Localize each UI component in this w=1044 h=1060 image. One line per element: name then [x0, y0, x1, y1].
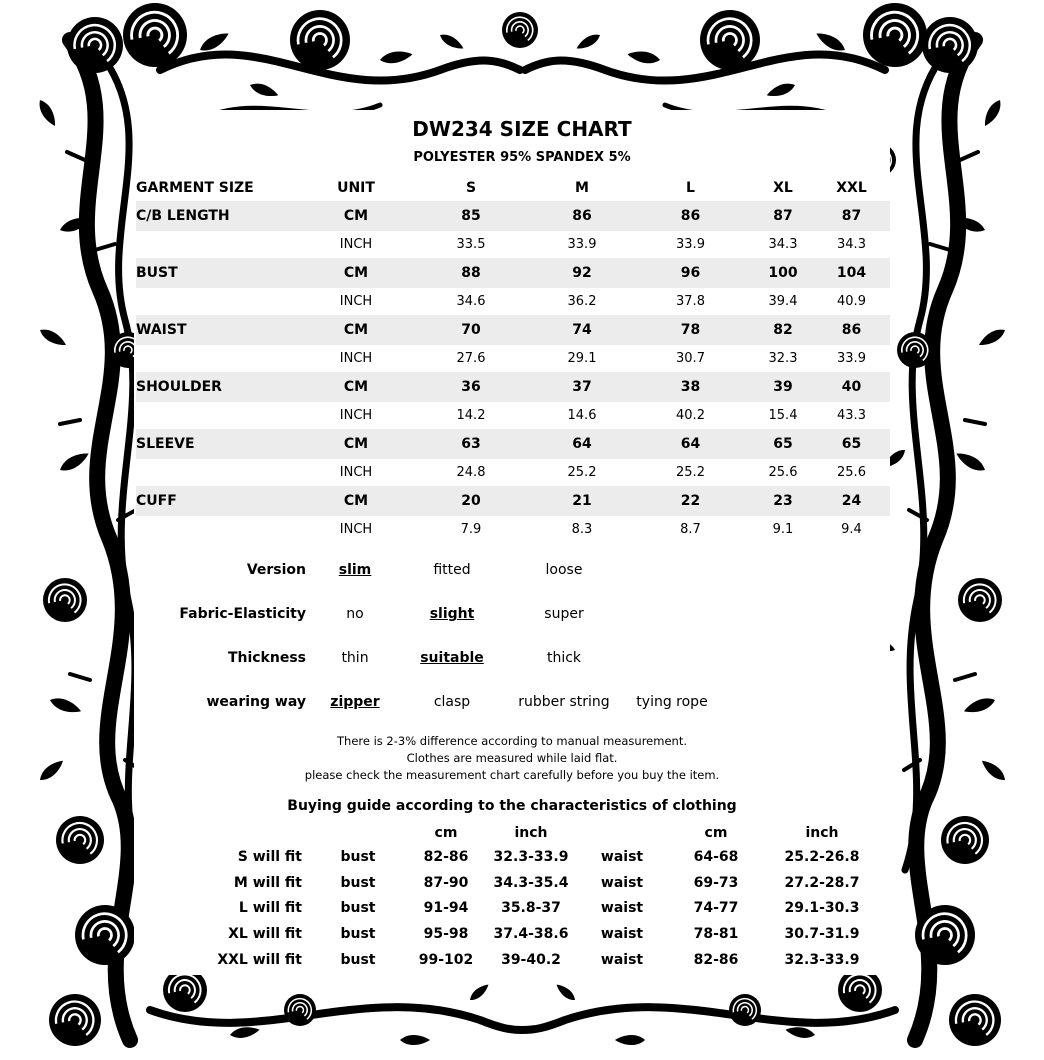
value-cell: 7.9	[460, 522, 482, 537]
rose-icon	[915, 905, 975, 965]
measurement-row-inch	[136, 288, 890, 315]
value-cell: 100	[753, 258, 813, 288]
bust-label: bust	[340, 874, 376, 891]
attribute-option-selected: suitable	[420, 650, 484, 666]
attribute-label: Thickness	[227, 650, 306, 666]
value-cell: 39	[753, 372, 813, 402]
waist-cm: 64-68	[693, 848, 739, 865]
rose-icon	[43, 578, 87, 622]
value-cell: 88	[406, 258, 536, 288]
value-cell: 64	[536, 429, 628, 459]
bust-inch: 39-40.2	[501, 951, 561, 968]
bust-cm: 91-94	[423, 900, 469, 917]
value-cell: 25.2	[676, 465, 705, 480]
bust-cm: 87-90	[423, 874, 469, 891]
leaf-icon	[785, 1025, 816, 1040]
rose-icon	[941, 816, 989, 864]
measurement-name: C/B LENGTH	[136, 201, 306, 231]
size-table	[136, 175, 890, 543]
value-cell: 63	[406, 429, 536, 459]
value-cell: 30.7	[676, 351, 705, 366]
waist-inch: 32.3-33.9	[784, 951, 860, 968]
fit-label: L will fit	[238, 900, 302, 917]
note-line: please check the measurement chart carefully before you buy the item.	[304, 768, 720, 782]
bust-cm: 82-86	[423, 848, 469, 865]
measurement-row-cm	[136, 429, 890, 459]
attribute-option: thin	[341, 650, 369, 666]
value-cell: 33.5	[456, 237, 486, 252]
unit-header: inch	[805, 825, 839, 841]
rose-icon	[123, 3, 187, 67]
attribute-label: wearing way	[206, 694, 306, 710]
measurement-row-cm	[136, 201, 890, 231]
buying-guide-title: Buying guide according to the characteristics of clothing	[287, 798, 737, 814]
value-cell: 86	[628, 201, 753, 231]
waist-inch: 27.2-28.7	[784, 874, 860, 891]
size-table-header	[136, 175, 890, 201]
measurement-row-cm	[136, 486, 890, 516]
leaf-icon	[554, 981, 578, 1003]
leaf-icon	[400, 1035, 430, 1045]
unit-cell: INCH	[339, 408, 373, 423]
attribute-option-selected: zipper	[330, 694, 380, 710]
value-cell: 104	[813, 258, 890, 288]
unit-cell: INCH	[339, 237, 373, 252]
rose-icon	[49, 994, 101, 1046]
attribute-option: fitted	[433, 562, 471, 578]
bust-label: bust	[340, 925, 376, 942]
waist-inch: 30.7-31.9	[784, 925, 860, 942]
value-cell: 64	[628, 429, 753, 459]
attribute-label: Fabric-Elasticity	[179, 606, 306, 622]
measurement-row-cm	[136, 258, 890, 288]
value-cell: 9.4	[841, 522, 862, 537]
value-cell: 36	[406, 372, 536, 402]
note-line: There is 2-3% difference according to manual measurement.	[337, 734, 687, 748]
column-header: L	[686, 180, 695, 196]
attribute-option: rubber string	[518, 694, 610, 710]
value-cell: 27.6	[456, 351, 486, 366]
value-cell: 21	[536, 486, 628, 516]
value-cell: 86	[536, 201, 628, 231]
value-cell: 25.2	[567, 465, 597, 480]
empty-cell	[136, 345, 306, 372]
rose-icon	[958, 578, 1002, 622]
guide-row	[196, 895, 878, 921]
value-cell: 36.2	[567, 294, 597, 309]
value-cell: 33.9	[676, 237, 705, 252]
value-cell: 82	[753, 315, 813, 345]
value-cell: 33.9	[837, 351, 866, 366]
value-cell: 87	[753, 201, 813, 231]
unit-cell: CM	[306, 315, 406, 345]
leaf-icon	[615, 1035, 645, 1045]
fit-label: M will fit	[233, 874, 302, 891]
measurement-row-inch	[136, 402, 890, 429]
value-cell: 24	[813, 486, 890, 516]
bust-inch: 34.3-35.4	[493, 874, 569, 891]
value-cell: 33.9	[567, 237, 597, 252]
leaf-icon	[438, 31, 466, 52]
value-cell: 40.2	[676, 408, 705, 423]
empty-cell	[136, 288, 306, 315]
waist-label: waist	[600, 848, 644, 865]
leaf-icon	[976, 326, 1007, 350]
leaf-icon	[962, 695, 997, 717]
leaf-icon	[954, 449, 988, 475]
value-cell: 37.8	[676, 294, 705, 309]
empty-cell	[136, 231, 306, 258]
value-cell: 86	[813, 315, 890, 345]
rose-icon	[67, 17, 123, 73]
leaf-icon	[248, 80, 280, 100]
value-cell: 34.3	[837, 237, 866, 252]
bust-label: bust	[340, 951, 376, 968]
bust-cm: 95-98	[423, 925, 469, 942]
value-cell: 40	[813, 372, 890, 402]
guide-row	[196, 947, 878, 973]
measurement-row-inch	[136, 516, 890, 543]
empty-cell	[136, 402, 306, 429]
unit-cell: INCH	[339, 522, 373, 537]
attribute-option: clasp	[433, 694, 471, 710]
value-cell: 23	[753, 486, 813, 516]
guide-unit-header	[196, 822, 878, 844]
empty-cell	[136, 459, 306, 486]
waist-label: waist	[600, 925, 644, 942]
value-cell: 15.4	[768, 408, 798, 423]
measurement-name: CUFF	[136, 486, 306, 516]
leaf-icon	[627, 49, 661, 66]
column-header: UNIT	[337, 180, 375, 196]
value-cell: 34.3	[768, 237, 798, 252]
unit-cell: CM	[306, 201, 406, 231]
measurement-row-inch	[136, 231, 890, 258]
value-cell: 85	[406, 201, 536, 231]
unit-header: inch	[514, 825, 548, 841]
value-cell: 87	[813, 201, 890, 231]
leaf-icon	[48, 695, 83, 717]
unit-cell: INCH	[339, 294, 373, 309]
measurement-name: WAIST	[136, 315, 306, 345]
value-cell: 70	[406, 315, 536, 345]
attribute-option: super	[544, 606, 584, 622]
leaf-icon	[229, 1025, 260, 1040]
measurement-name: BUST	[136, 258, 306, 288]
bust-label: bust	[340, 900, 376, 917]
attribute-option: thick	[546, 650, 582, 666]
measurement-row-cm	[136, 372, 890, 402]
measurement-name: SLEEVE	[136, 429, 306, 459]
value-cell: 34.6	[456, 294, 486, 309]
value-cell: 25.6	[837, 465, 866, 480]
value-cell: 25.6	[768, 465, 798, 480]
bust-inch: 32.3-33.9	[493, 848, 569, 865]
value-cell: 8.7	[680, 522, 701, 537]
rose-icon	[290, 10, 350, 70]
value-cell: 20	[406, 486, 536, 516]
waist-cm: 82-86	[693, 951, 739, 968]
measurement-row-inch	[136, 345, 890, 372]
guide-row	[196, 921, 878, 947]
column-header: M	[575, 180, 589, 196]
measurement-row-inch	[136, 459, 890, 486]
value-cell: 40.9	[837, 294, 866, 309]
column-header: GARMENT SIZE	[136, 180, 254, 196]
fabric-composition: POLYESTER 95% SPANDEX 5%	[413, 150, 631, 165]
waist-cm: 78-81	[693, 925, 739, 942]
value-cell: 92	[536, 258, 628, 288]
leaf-icon	[379, 49, 413, 66]
bust-label: bust	[340, 848, 376, 865]
attribute-option: tying rope	[636, 694, 708, 710]
buying-guide-table	[196, 822, 878, 972]
waist-label: waist	[600, 874, 644, 891]
unit-header: cm	[434, 825, 458, 841]
unit-cell: INCH	[339, 351, 373, 366]
unit-cell: CM	[306, 429, 406, 459]
leaf-icon	[574, 31, 602, 52]
rose-icon	[863, 3, 927, 67]
waist-cm: 74-77	[693, 900, 739, 917]
value-cell: 65	[753, 429, 813, 459]
waist-label: waist	[600, 951, 644, 968]
rose-icon	[922, 17, 978, 73]
column-header: XXL	[836, 180, 867, 196]
rose-icon	[284, 994, 316, 1026]
unit-cell: CM	[306, 258, 406, 288]
rose-icon	[75, 905, 135, 965]
value-cell: 43.3	[837, 408, 866, 423]
value-cell: 74	[536, 315, 628, 345]
rose-icon	[502, 12, 538, 48]
rose-icon	[700, 10, 760, 70]
fit-label: XL will fit	[228, 925, 302, 942]
value-cell: 39.4	[768, 294, 798, 309]
empty-cell	[136, 516, 306, 543]
leaf-icon	[467, 981, 491, 1003]
unit-cell: CM	[306, 372, 406, 402]
measurement-row-cm	[136, 315, 890, 345]
value-cell: 38	[628, 372, 753, 402]
value-cell: 65	[813, 429, 890, 459]
leaf-icon	[765, 80, 797, 100]
value-cell: 37	[536, 372, 628, 402]
bust-inch: 35.8-37	[501, 900, 561, 917]
column-header: XL	[773, 180, 793, 196]
leaf-icon	[57, 449, 91, 475]
value-cell: 9.1	[772, 522, 794, 537]
leaf-icon	[37, 326, 68, 350]
value-cell: 22	[628, 486, 753, 516]
fit-label: S will fit	[237, 848, 302, 865]
attribute-option-selected: slim	[338, 562, 372, 578]
waist-inch: 25.2-26.8	[784, 848, 860, 865]
rose-icon	[729, 994, 761, 1026]
value-cell: 78	[628, 315, 753, 345]
value-cell: 29.1	[567, 351, 597, 366]
value-cell: 32.3	[768, 351, 798, 366]
rose-icon	[56, 816, 104, 864]
waist-inch: 29.1-30.3	[784, 900, 860, 917]
bust-cm: 99-102	[418, 951, 474, 968]
unit-cell: CM	[306, 486, 406, 516]
unit-cell: INCH	[339, 465, 373, 480]
waist-cm: 69-73	[693, 874, 739, 891]
guide-row	[196, 844, 878, 870]
fit-label: XXL will fit	[217, 951, 302, 968]
unit-header: cm	[704, 825, 728, 841]
chart-title: DW234 SIZE CHART	[412, 117, 632, 141]
rose-icon	[897, 332, 933, 368]
waist-label: waist	[600, 900, 644, 917]
value-cell: 14.2	[456, 408, 486, 423]
value-cell: 8.3	[571, 522, 593, 537]
value-cell: 24.8	[456, 465, 486, 480]
guide-row	[196, 870, 878, 896]
note-line: Clothes are measured while laid flat.	[406, 751, 618, 765]
attribute-option: loose	[545, 562, 583, 578]
rose-icon	[949, 994, 1001, 1046]
measurement-name: SHOULDER	[136, 372, 306, 402]
value-cell: 96	[628, 258, 753, 288]
attribute-option-selected: slight	[429, 606, 475, 622]
column-header: S	[465, 180, 477, 196]
attribute-option: no	[346, 606, 364, 622]
attribute-label: Version	[246, 562, 306, 578]
bust-inch: 37.4-38.6	[493, 925, 569, 942]
value-cell: 14.6	[567, 408, 597, 423]
